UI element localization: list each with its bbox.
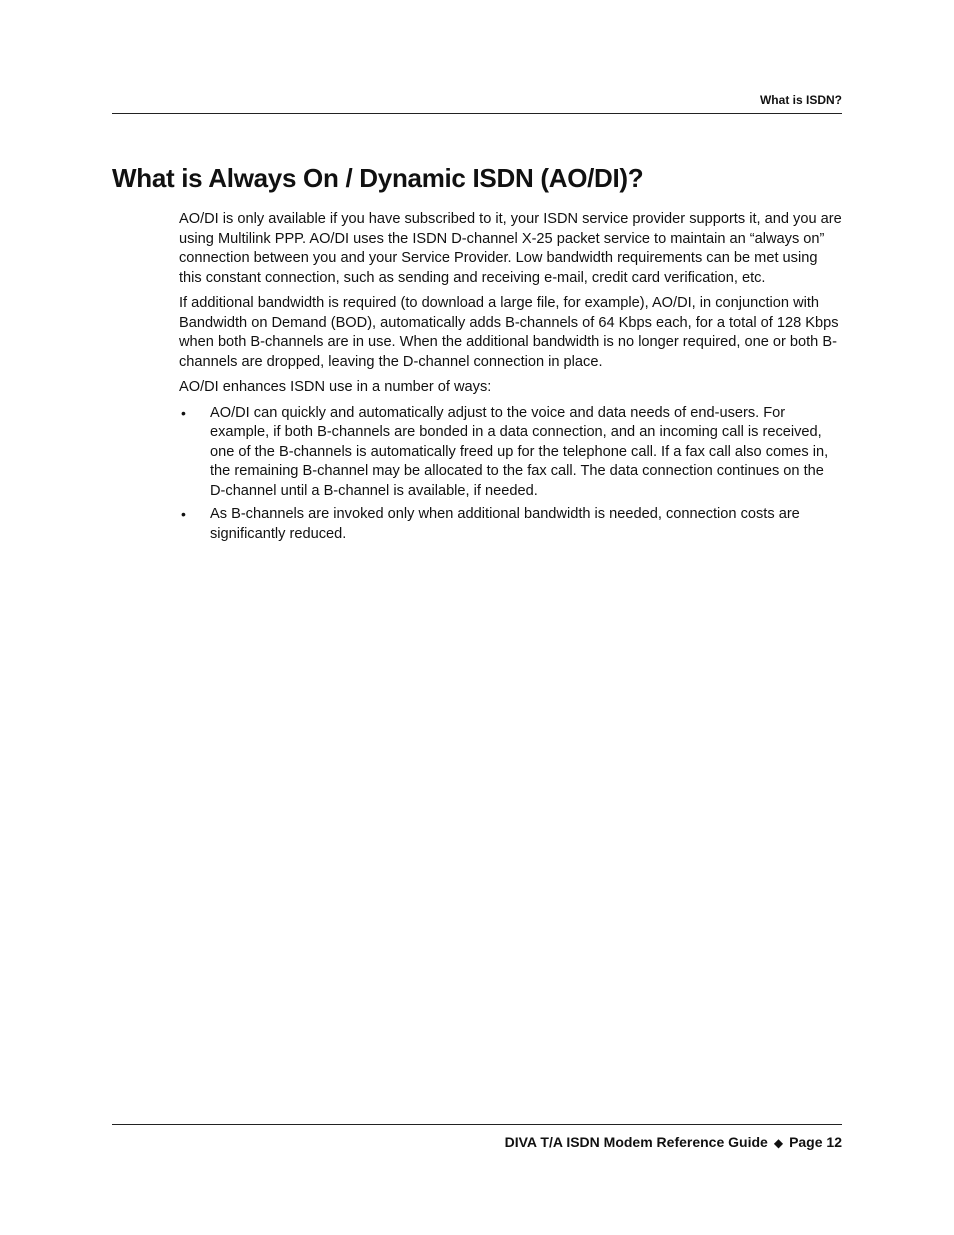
bullet-text: As B-channels are invoked only when additional bandwidth is needed, connection costs are significantly reduced. [210, 506, 800, 542]
bullet-icon: • [181, 506, 186, 522]
header-section-title: What is ISDN? [759, 93, 842, 107]
footer-guide-title: DIVA T/A ISDN Modem Reference Guide [504, 1134, 768, 1150]
bullet-list [179, 404, 842, 545]
footer-page-number: Page 12 [789, 1134, 842, 1150]
page-title: What is Always On / Dynamic ISDN (AO/DI)? [112, 163, 644, 193]
paragraph-enhancements-lead: AO/DI enhances ISDN use in a number of ways: [179, 379, 492, 395]
paragraph-bandwidth: If additional bandwidth is required (to download a large file, for example), AO/DI, in conjunction with Bandwidth on Demand (BOD), automatically adds B-channels of 64 Kbps each, for a total of 128 Kbps when both B-channels are in use. When the additional bandwidth is no longer required, one or both B-channels are dropped, leaving the D-channel connection in place. [179, 295, 839, 370]
bullet-icon: • [181, 404, 186, 421]
diamond-icon: ◆ [773, 1136, 784, 1150]
bullet-text: AO/DI can quickly and automatically adjust to the voice and data needs of end-users. For example, if both B-channels are bonded in a data connection, and an incoming call is received, one of the B-channels is automatically freed up for the telephone call. If a fax call also comes in, the remaining B-channel may be allocated to the fax call. The data connection continues on the D-channel until a B-channel is available, if needed. [210, 404, 829, 499]
body-content [179, 210, 842, 548]
paragraph-intro: AO/DI is only available if you have subscribed to it, your ISDN service provider supports it, and you are using Multilink PPP. AO/DI uses the ISDN D-channel X-25 packet service to maintain an “always on” connection between you and your Service Provider. Low bandwidth requirements can be met using this constant connection, such as sending and receiving e-mail, credit card verification, etc. [179, 211, 842, 286]
list-item [179, 505, 842, 544]
running-header [112, 92, 842, 114]
list-item [179, 404, 842, 502]
running-footer [112, 1124, 842, 1153]
